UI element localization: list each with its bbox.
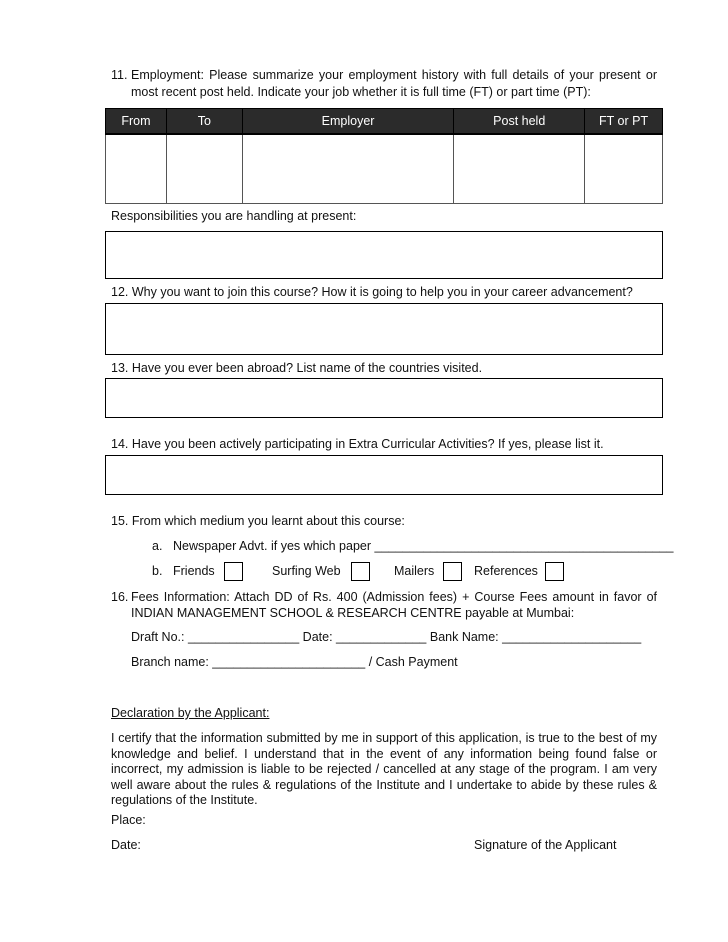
q11-line1: Employment: Please summarize your employment history with full details of your present or <box>131 68 657 82</box>
to-cell[interactable] <box>166 134 242 204</box>
references-checkbox[interactable] <box>545 562 564 581</box>
q13-answer-box[interactable] <box>105 378 663 418</box>
declaration-line: well aware about the rules & regulations of the Institute and I undertake to abide by these rules & <box>111 777 657 792</box>
q15-question: 15. From which medium you learnt about this course: <box>111 514 405 528</box>
declaration-heading: Declaration by the Applicant: <box>111 706 270 720</box>
declaration-line: knowledge and belief. I understand that in the event of any information being found false or <box>111 746 657 761</box>
q12-answer-box[interactable] <box>105 303 663 355</box>
post-held-cell[interactable] <box>454 134 585 204</box>
option-surfing-web-label: Surfing Web <box>272 564 341 578</box>
ft-or-pt-cell[interactable] <box>585 134 663 204</box>
newspaper-advt-field[interactable]: Newspaper Advt. if yes which paper ___________________________________________ <box>173 539 674 553</box>
surfing-web-checkbox[interactable] <box>351 562 370 581</box>
q15-b-marker: b. <box>152 564 163 578</box>
q16-line1: Fees Information: Attach DD of Rs. 400 (Admission fees) + Course Fees amount in favor of <box>131 590 657 604</box>
declaration-line: I certify that the information submitted by me in support of this application, is true to the best of my <box>111 731 657 745</box>
declaration-text <box>111 731 657 809</box>
col-ft-or-pt: FT or PT <box>585 109 663 135</box>
place-label: Place: <box>111 813 146 827</box>
col-from: From <box>106 109 167 135</box>
draft-bank-fields[interactable]: Draft No.: ________________ Date: _____________ Bank Name: ____________________ <box>131 630 642 644</box>
employment-header-row <box>106 109 663 135</box>
option-friends-label: Friends <box>173 564 215 578</box>
employer-cell[interactable] <box>242 134 454 204</box>
col-to: To <box>166 109 242 135</box>
declaration-line: incorrect, my admission is liable to be rejected / cancelled at any stage of the program. I am very <box>111 762 657 777</box>
branch-name-field[interactable]: Branch name: ______________________ / Cash Payment <box>131 655 458 669</box>
employment-table <box>105 108 663 204</box>
q12-question: 12. Why you want to join this course? How it is going to help you in your career advancement? <box>111 285 633 299</box>
q16-number: 16. <box>111 590 129 604</box>
q11-line2: most recent post held. Indicate your job whether it is full time (FT) or part time (PT): <box>131 85 591 99</box>
option-references-label: References <box>474 564 538 578</box>
responsibilities-label: Responsibilities you are handling at present: <box>111 209 357 223</box>
q11-number: 11. <box>111 68 128 82</box>
date-label: Date: <box>111 838 141 852</box>
q14-answer-box[interactable] <box>105 455 663 495</box>
col-post-held: Post held <box>454 109 585 135</box>
employment-entry-row <box>106 134 663 204</box>
q14-question: 14. Have you been actively participating in Extra Curricular Activities? If yes, please list it. <box>111 437 604 451</box>
friends-checkbox[interactable] <box>224 562 243 581</box>
option-mailers-label: Mailers <box>394 564 435 578</box>
q13-question: 13. Have you ever been abroad? List name of the countries visited. <box>111 361 483 375</box>
responsibilities-box[interactable] <box>105 231 663 279</box>
declaration-line: regulations of the Institute. <box>111 793 258 808</box>
from-cell[interactable] <box>106 134 167 204</box>
signature-label: Signature of the Applicant <box>474 838 617 852</box>
q16-line2: INDIAN MANAGEMENT SCHOOL & RESEARCH CENTRE payable at Mumbai: <box>131 606 575 620</box>
col-employer: Employer <box>242 109 454 135</box>
q15-a-marker: a. <box>152 539 163 553</box>
mailers-checkbox[interactable] <box>443 562 462 581</box>
